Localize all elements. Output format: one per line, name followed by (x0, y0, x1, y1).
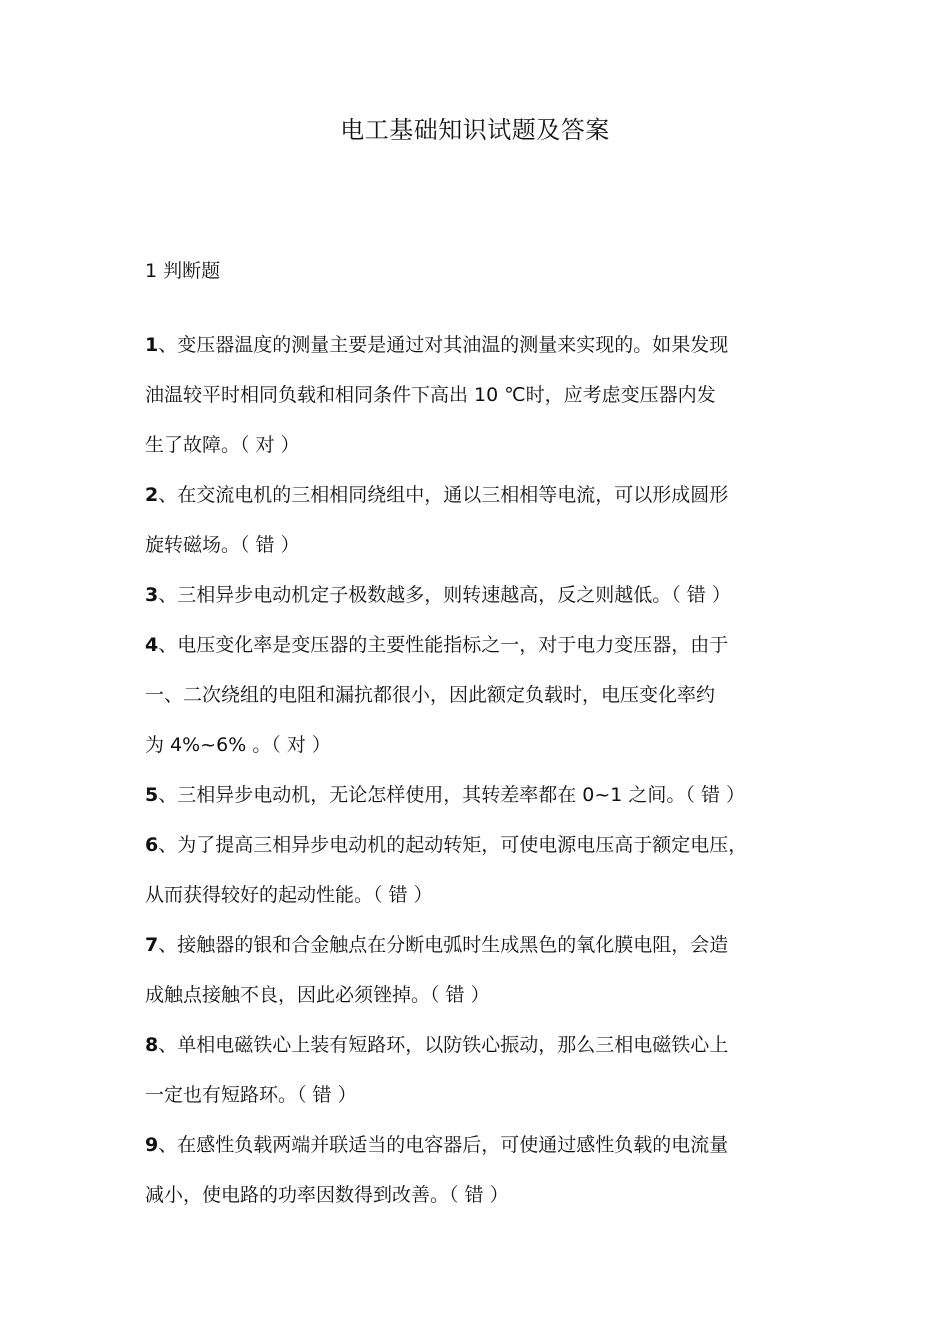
question-continuation (145, 670, 835, 720)
section-heading: 1 判断题 (145, 260, 221, 282)
question-text: 油温较平时相同负载和相同条件下高出 10 ℃时，应考虑变压器内发 (145, 384, 716, 406)
question-number: 1 (145, 334, 159, 356)
question-item (145, 470, 835, 520)
question-list (145, 320, 835, 1220)
question-continuation (145, 520, 835, 570)
question-number: 9 (145, 1134, 159, 1156)
question-number: 2 (145, 484, 159, 506)
question-continuation (145, 720, 835, 770)
question-number: 4 (145, 634, 159, 656)
question-text: 生了故障。（ 对 ） (145, 434, 300, 456)
question-number: 8 (145, 1034, 159, 1056)
question-text: 、三相异步电动机，无论怎样使用，其转差率都在 0~1 之间。（ 错 ） (158, 784, 745, 806)
question-item (145, 620, 835, 670)
question-continuation (145, 970, 835, 1020)
question-item (145, 920, 835, 970)
question-number: 7 (145, 934, 159, 956)
question-continuation (145, 1170, 835, 1220)
page-title: 电工基础知识试题及答案 (340, 116, 610, 144)
question-item (145, 570, 835, 620)
question-text: 为 4%~6% 。（ 对 ） (145, 734, 331, 756)
question-item (145, 770, 835, 820)
question-text: 旋转磁场。（ 错 ） (145, 534, 300, 556)
question-text: 、三相异步电动机定子极数越多，则转速越高，反之则越低。（ 错 ） (158, 584, 731, 606)
question-continuation (145, 420, 835, 470)
question-continuation (145, 870, 835, 920)
question-number: 3 (145, 584, 159, 606)
question-number: 6 (145, 834, 159, 856)
question-continuation (145, 370, 835, 420)
question-text: 、变压器温度的测量主要是通过对其油温的测量来实现的。如果发现 (158, 334, 729, 356)
question-item (145, 320, 835, 370)
question-text: 一、二次绕组的电阻和漏抗都很小，因此额定负载时，电压变化率约 (145, 684, 716, 706)
question-text: 、为了提高三相异步电动机的起动转矩，可使电源电压高于额定电压， (158, 834, 748, 856)
question-text: 一定也有短路环。（ 错 ） (145, 1084, 357, 1106)
question-number: 5 (145, 784, 159, 806)
question-text: 、单相电磁铁心上装有短路环，以防铁心振动，那么三相电磁铁心上 (158, 1034, 729, 1056)
question-item (145, 1120, 835, 1170)
question-text: 、在感性负载两端并联适当的电容器后，可使通过感性负载的电流量 (158, 1134, 729, 1156)
question-text: 减小，使电路的功率因数得到改善。（ 错 ） (145, 1184, 509, 1206)
question-text: 、电压变化率是变压器的主要性能指标之一，对于电力变压器，由于 (158, 634, 729, 656)
question-item (145, 820, 835, 870)
question-text: 成触点接触不良，因此必须锉掉。（ 错 ） (145, 984, 490, 1006)
question-text: 从而获得较好的起动性能。（ 错 ） (145, 884, 433, 906)
question-text: 、接触器的银和合金触点在分断电弧时生成黑色的氧化膜电阻，会造 (158, 934, 729, 956)
question-item (145, 1020, 835, 1070)
question-continuation (145, 1070, 835, 1120)
question-text: 、在交流电机的三相相同绕组中，通以三相相等电流，可以形成圆形 (158, 484, 729, 506)
